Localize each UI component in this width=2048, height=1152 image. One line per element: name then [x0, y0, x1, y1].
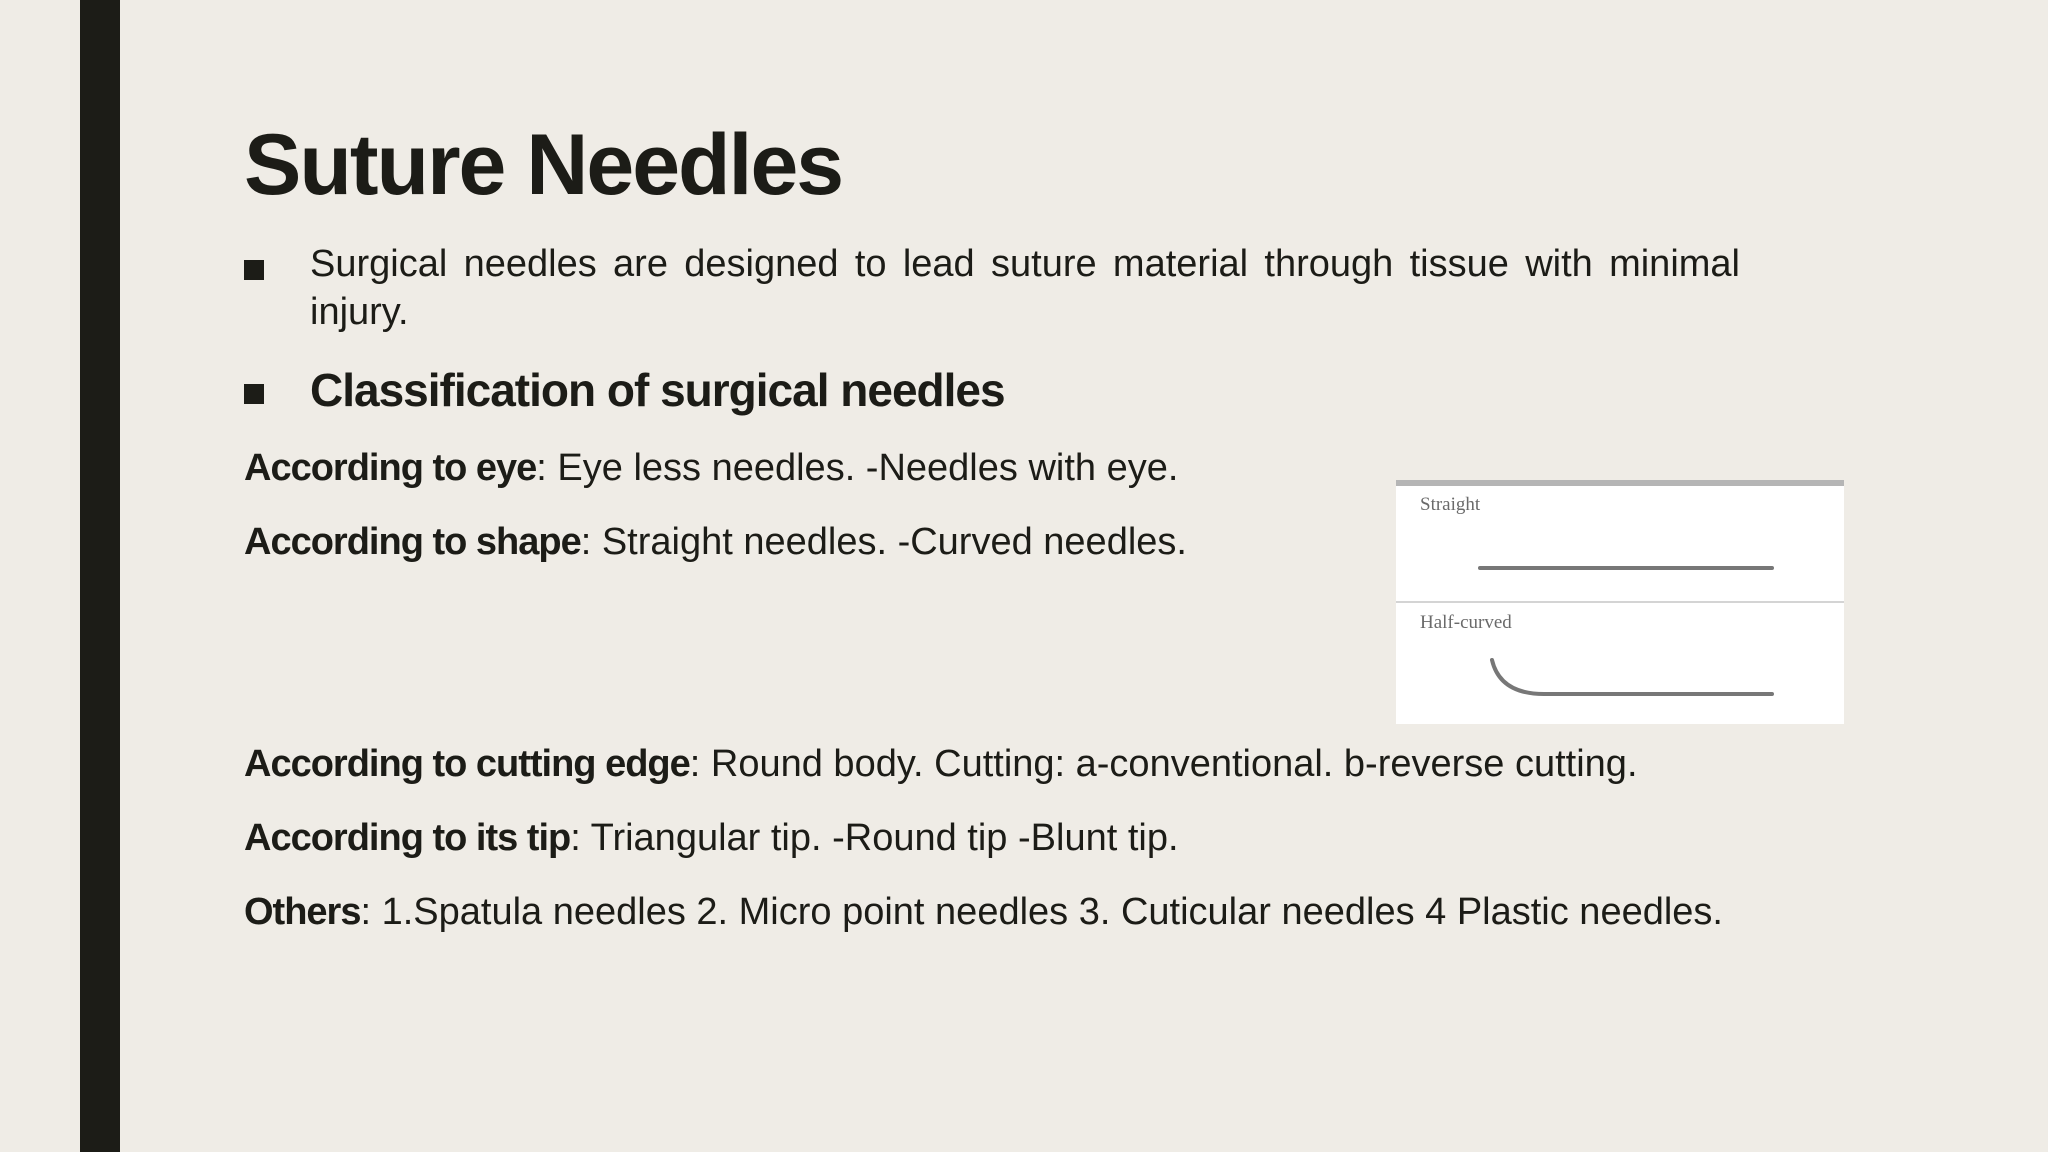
classification-tip: [244, 814, 1764, 862]
classification-others: [244, 888, 1724, 936]
classification-label: According to shape: [244, 521, 581, 563]
classification-value: : Round body. Cutting: a-conventional. b-reverse cutting.: [689, 743, 1638, 785]
classification-label: According to eye: [244, 447, 537, 489]
classification-value: : Straight needles. -Curved needles.: [580, 521, 1187, 563]
classification-label: According to its tip: [244, 817, 571, 859]
straight-caption: Straight: [1420, 494, 1481, 515]
square-bullet-icon: [244, 260, 264, 280]
bullet-item: [244, 362, 1740, 418]
classification-value: : Triangular tip. -Round tip -Blunt tip.: [570, 817, 1179, 859]
section-heading: Classification of surgical needles: [310, 364, 1005, 416]
accent-bar: [80, 0, 120, 1152]
bullet-item: [244, 240, 1740, 336]
classification-value: : 1.Spatula needles 2. Micro point needles 3. Cuticular needles 4 Plastic needles.: [360, 891, 1723, 933]
bullet-text: Surgical needles are designed to lead suture material through tissue with minimal injury.: [310, 243, 1740, 333]
classification-label: Others: [244, 891, 361, 933]
needle-shape-figure: [1396, 480, 1844, 724]
classification-cutting-edge: [244, 740, 1764, 788]
classification-value: : Eye less needles. -Needles with eye.: [536, 447, 1179, 489]
figure-top-border: [1396, 480, 1844, 486]
classification-label: According to cutting edge: [244, 743, 690, 785]
half-curved-caption: Half-curved: [1420, 612, 1512, 633]
slide-title: Suture Needles: [244, 117, 843, 213]
square-bullet-icon: [244, 384, 264, 404]
needle-figure-svg: [1396, 480, 1844, 724]
